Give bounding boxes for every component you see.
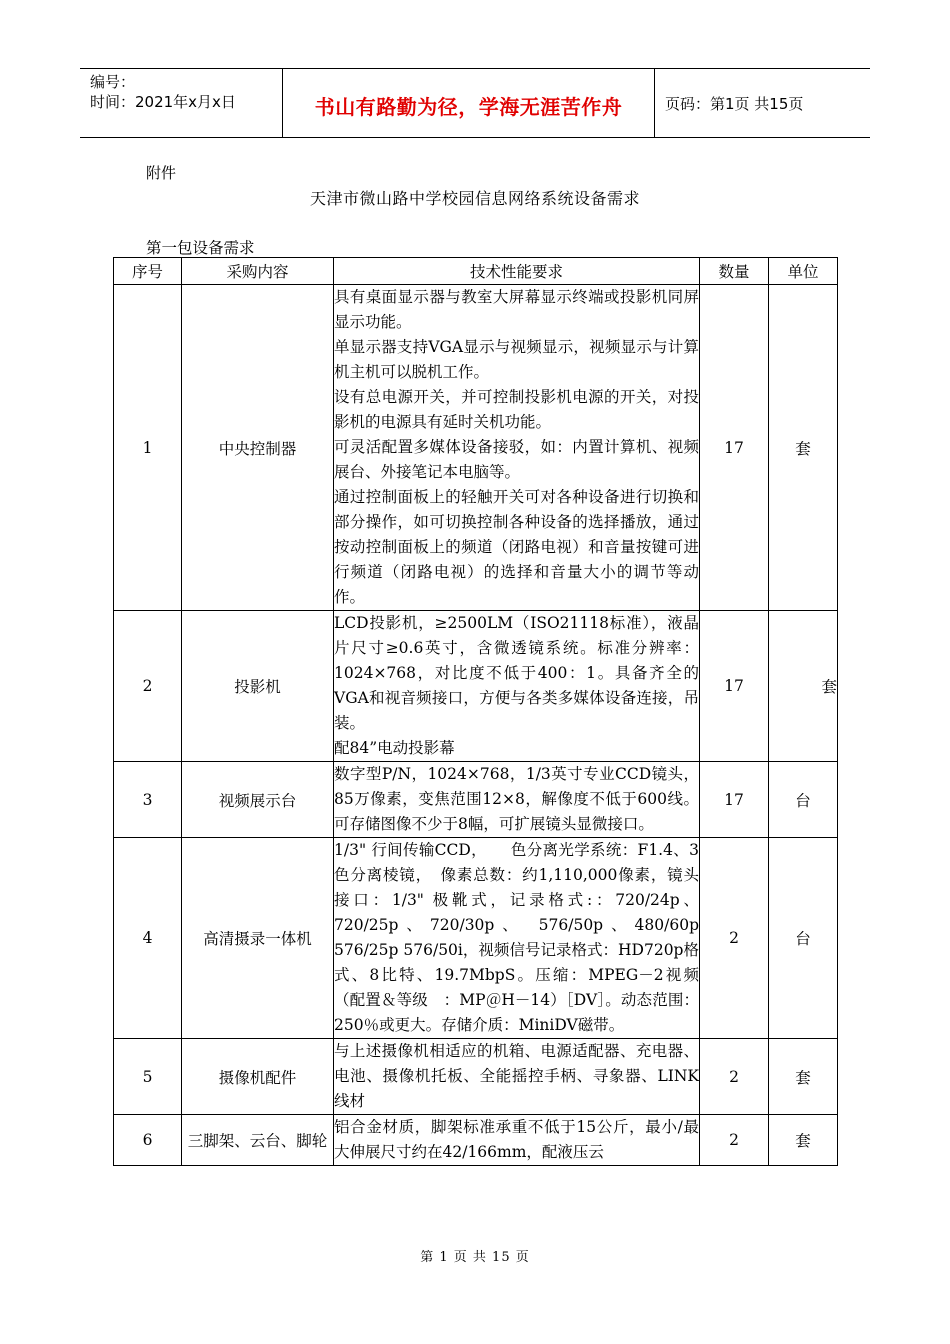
row-quantity: 17	[700, 762, 769, 838]
spec-paragraph: 配84”电动投影幕	[334, 739, 455, 757]
row-unit: 套	[769, 1039, 838, 1115]
package-heading: 第一包设备需求	[146, 239, 255, 257]
row-item: 高清摄录一体机	[182, 838, 334, 1039]
header-info-cell	[80, 69, 283, 137]
table-row	[114, 285, 838, 611]
row-spec	[334, 1039, 700, 1115]
spec-paragraph: LCD投影机，≥2500LM（ISO21118标准），液晶片尺寸≥0.6英寸，含微透镜系统。标准分辨率：1024×768，对比度不低于400：1。具备齐全的VGA和视音频接口，方便与各类多媒体设备连接，吊装。	[334, 614, 699, 732]
document-time-label: 时间：2021年x月x日	[90, 93, 236, 111]
row-spec	[334, 1115, 700, 1166]
row-number: 5	[114, 1039, 182, 1115]
row-unit: 套	[769, 611, 838, 762]
spec-paragraph: 通过控制面板上的轻触开关可对各种设备进行切换和部分操作，如可切换控制各种设备的选择播放，通过按动控制面板上的频道（闭路电视）和音量按键可进行频道（闭路电视）的选择和音量大小的调节等动作。	[334, 488, 699, 606]
row-quantity: 17	[700, 285, 769, 611]
row-item: 中央控制器	[182, 285, 334, 611]
header-item: 采购内容	[182, 258, 334, 285]
row-unit: 套	[769, 285, 838, 611]
spec-paragraph: 与上述摄像机相适应的机箱、电源适配器、充电器、电池、摄像机托板、全能摇控手柄、寻象器、LINK线材	[334, 1042, 699, 1110]
row-number: 1	[114, 285, 182, 611]
row-quantity: 17	[700, 611, 769, 762]
row-quantity: 2	[700, 838, 769, 1039]
row-item: 视频展示台	[182, 762, 334, 838]
row-number: 2	[114, 611, 182, 762]
row-quantity: 2	[700, 1039, 769, 1115]
row-item: 三脚架、云台、脚轮	[182, 1115, 334, 1166]
header-no: 序号	[114, 258, 182, 285]
row-number: 4	[114, 838, 182, 1039]
header-page-label: 页码：第1页 共15页	[665, 95, 804, 113]
attachment-label: 附件	[146, 164, 177, 182]
row-spec	[334, 611, 700, 762]
header-motto: 书山有路勤为径，学海无涯苦作舟	[314, 95, 623, 119]
header-unit: 单位	[769, 258, 838, 285]
document-number-label: 编号：	[90, 73, 136, 91]
page-footer: 第 1 页 共 15 页	[420, 1250, 530, 1265]
requirements-table	[113, 257, 838, 1166]
table-row	[114, 762, 838, 838]
spec-paragraph: 具有桌面显示器与教室大屏幕显示终端或投影机同屏显示功能。	[334, 288, 699, 331]
document-title: 天津市微山路中学校园信息网络系统设备需求	[309, 189, 640, 208]
spec-paragraph: 1/3" 行间传输CCD， 色分离光学系统：F1.4、3色分离棱镜， 像素总数：约1,110,000像素，镜头接口：1/3" 极靴式，记录格式:：720/24p、720/25p、720/30p、 576/50p、480/60p 576/25p 576/50i，视频信号记录格式：HD720p格式、8比特、19.7MbpS。压缩：MPEG－2视频（配置＆等级 ：MP＠H－14）［DV］。动态范围：250％或更大。存储介质：MiniDV磁带。	[334, 841, 699, 1034]
spec-paragraph: 数字型P/N，1024×768，1/3英寸专业CCD镜头，85万像素，变焦范围12×8，解像度不低于600线。可存储图像不少于8幅，可扩展镜头显微接口。	[334, 765, 699, 833]
row-number: 3	[114, 762, 182, 838]
row-spec	[334, 285, 700, 611]
table-row	[114, 1115, 838, 1166]
row-item: 投影机	[182, 611, 334, 762]
row-unit: 台	[769, 838, 838, 1039]
row-quantity: 2	[700, 1115, 769, 1166]
spec-paragraph: 铝合金材质，脚架标准承重不低于15公斤，最小/最大伸展尺寸约在42/166mm，配液压云	[334, 1118, 699, 1161]
row-spec	[334, 762, 700, 838]
spec-paragraph: 可灵活配置多媒体设备接驳，如：内置计算机、视频展台、外接笔记本电脑等。	[334, 438, 699, 481]
page-header	[80, 68, 870, 138]
header-qty: 数量	[700, 258, 769, 285]
row-item: 摄像机配件	[182, 1039, 334, 1115]
row-unit: 台	[769, 762, 838, 838]
header-motto-cell	[283, 69, 655, 137]
row-spec	[334, 838, 700, 1039]
table-row	[114, 1039, 838, 1115]
spec-paragraph: 单显示器支持VGA显示与视频显示，视频显示与计算机主机可以脱机工作。	[334, 338, 699, 381]
spec-paragraph: 设有总电源开关，并可控制投影机电源的开关，对投影机的电源具有延时关机功能。	[334, 388, 699, 431]
table-header-row	[114, 258, 838, 285]
row-unit: 套	[769, 1115, 838, 1166]
row-number: 6	[114, 1115, 182, 1166]
table-row	[114, 838, 838, 1039]
header-spec: 技术性能要求	[334, 258, 700, 285]
table-row	[114, 611, 838, 762]
